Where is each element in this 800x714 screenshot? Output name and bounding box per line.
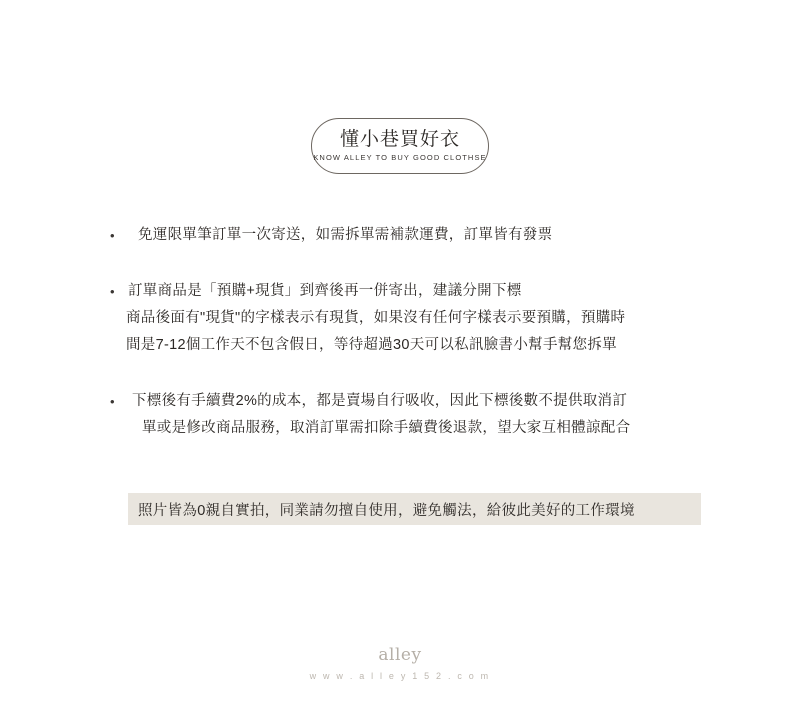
list-item-text (126, 388, 724, 442)
list-item (104, 278, 724, 359)
list-item-text (126, 222, 724, 249)
list-item-text (126, 278, 724, 359)
copyright-notice-text: 照片皆為0親自實拍，同業請勿擅自使用，避免觸法，給彼此美好的工作環境 (138, 502, 635, 519)
bullet-marker-icon: • (110, 228, 115, 243)
footer-brand: alley (378, 645, 422, 665)
page-footer (0, 645, 800, 681)
copyright-notice-banner (128, 493, 701, 525)
brand-name: 懂小巷買好衣 (339, 128, 460, 150)
bullet-marker-icon: • (110, 394, 115, 409)
list-item-line: 間是7-12個工作天不包含假日，等待超過30天可以私訊臉書小幫手幫您拆單 (126, 337, 617, 353)
policy-list (104, 222, 724, 471)
bullet-marker-icon: • (110, 284, 115, 299)
logo-container (0, 118, 800, 174)
list-item (104, 222, 724, 249)
brand-tagline: KNOW ALLEY TO BUY GOOD CLOTHSE (313, 153, 487, 163)
brand-logo-badge (311, 118, 489, 174)
list-item-line: 商品後面有"現貨"的字樣表示有現貨，如果沒有任何字樣表示要預購，預購時 (126, 310, 626, 326)
list-item-line: 下標後有手續費2%的成本，都是賣場自行吸收，因此下標後數不提供取消訂 (132, 393, 628, 409)
list-item (104, 388, 724, 442)
list-item-line: 訂單商品是「預購+現貨」到齊後再一併寄出，建議分開下標 (128, 283, 522, 299)
list-item-line: 免運限單筆訂單一次寄送，如需拆單需補款運費，訂單皆有發票 (138, 227, 553, 243)
footer-url: w w w . a l l e y 1 5 2 . c o m (309, 671, 491, 682)
list-item-line: 單或是修改商品服務，取消訂單需扣除手續費後退款，望大家互相體諒配合 (142, 420, 631, 436)
